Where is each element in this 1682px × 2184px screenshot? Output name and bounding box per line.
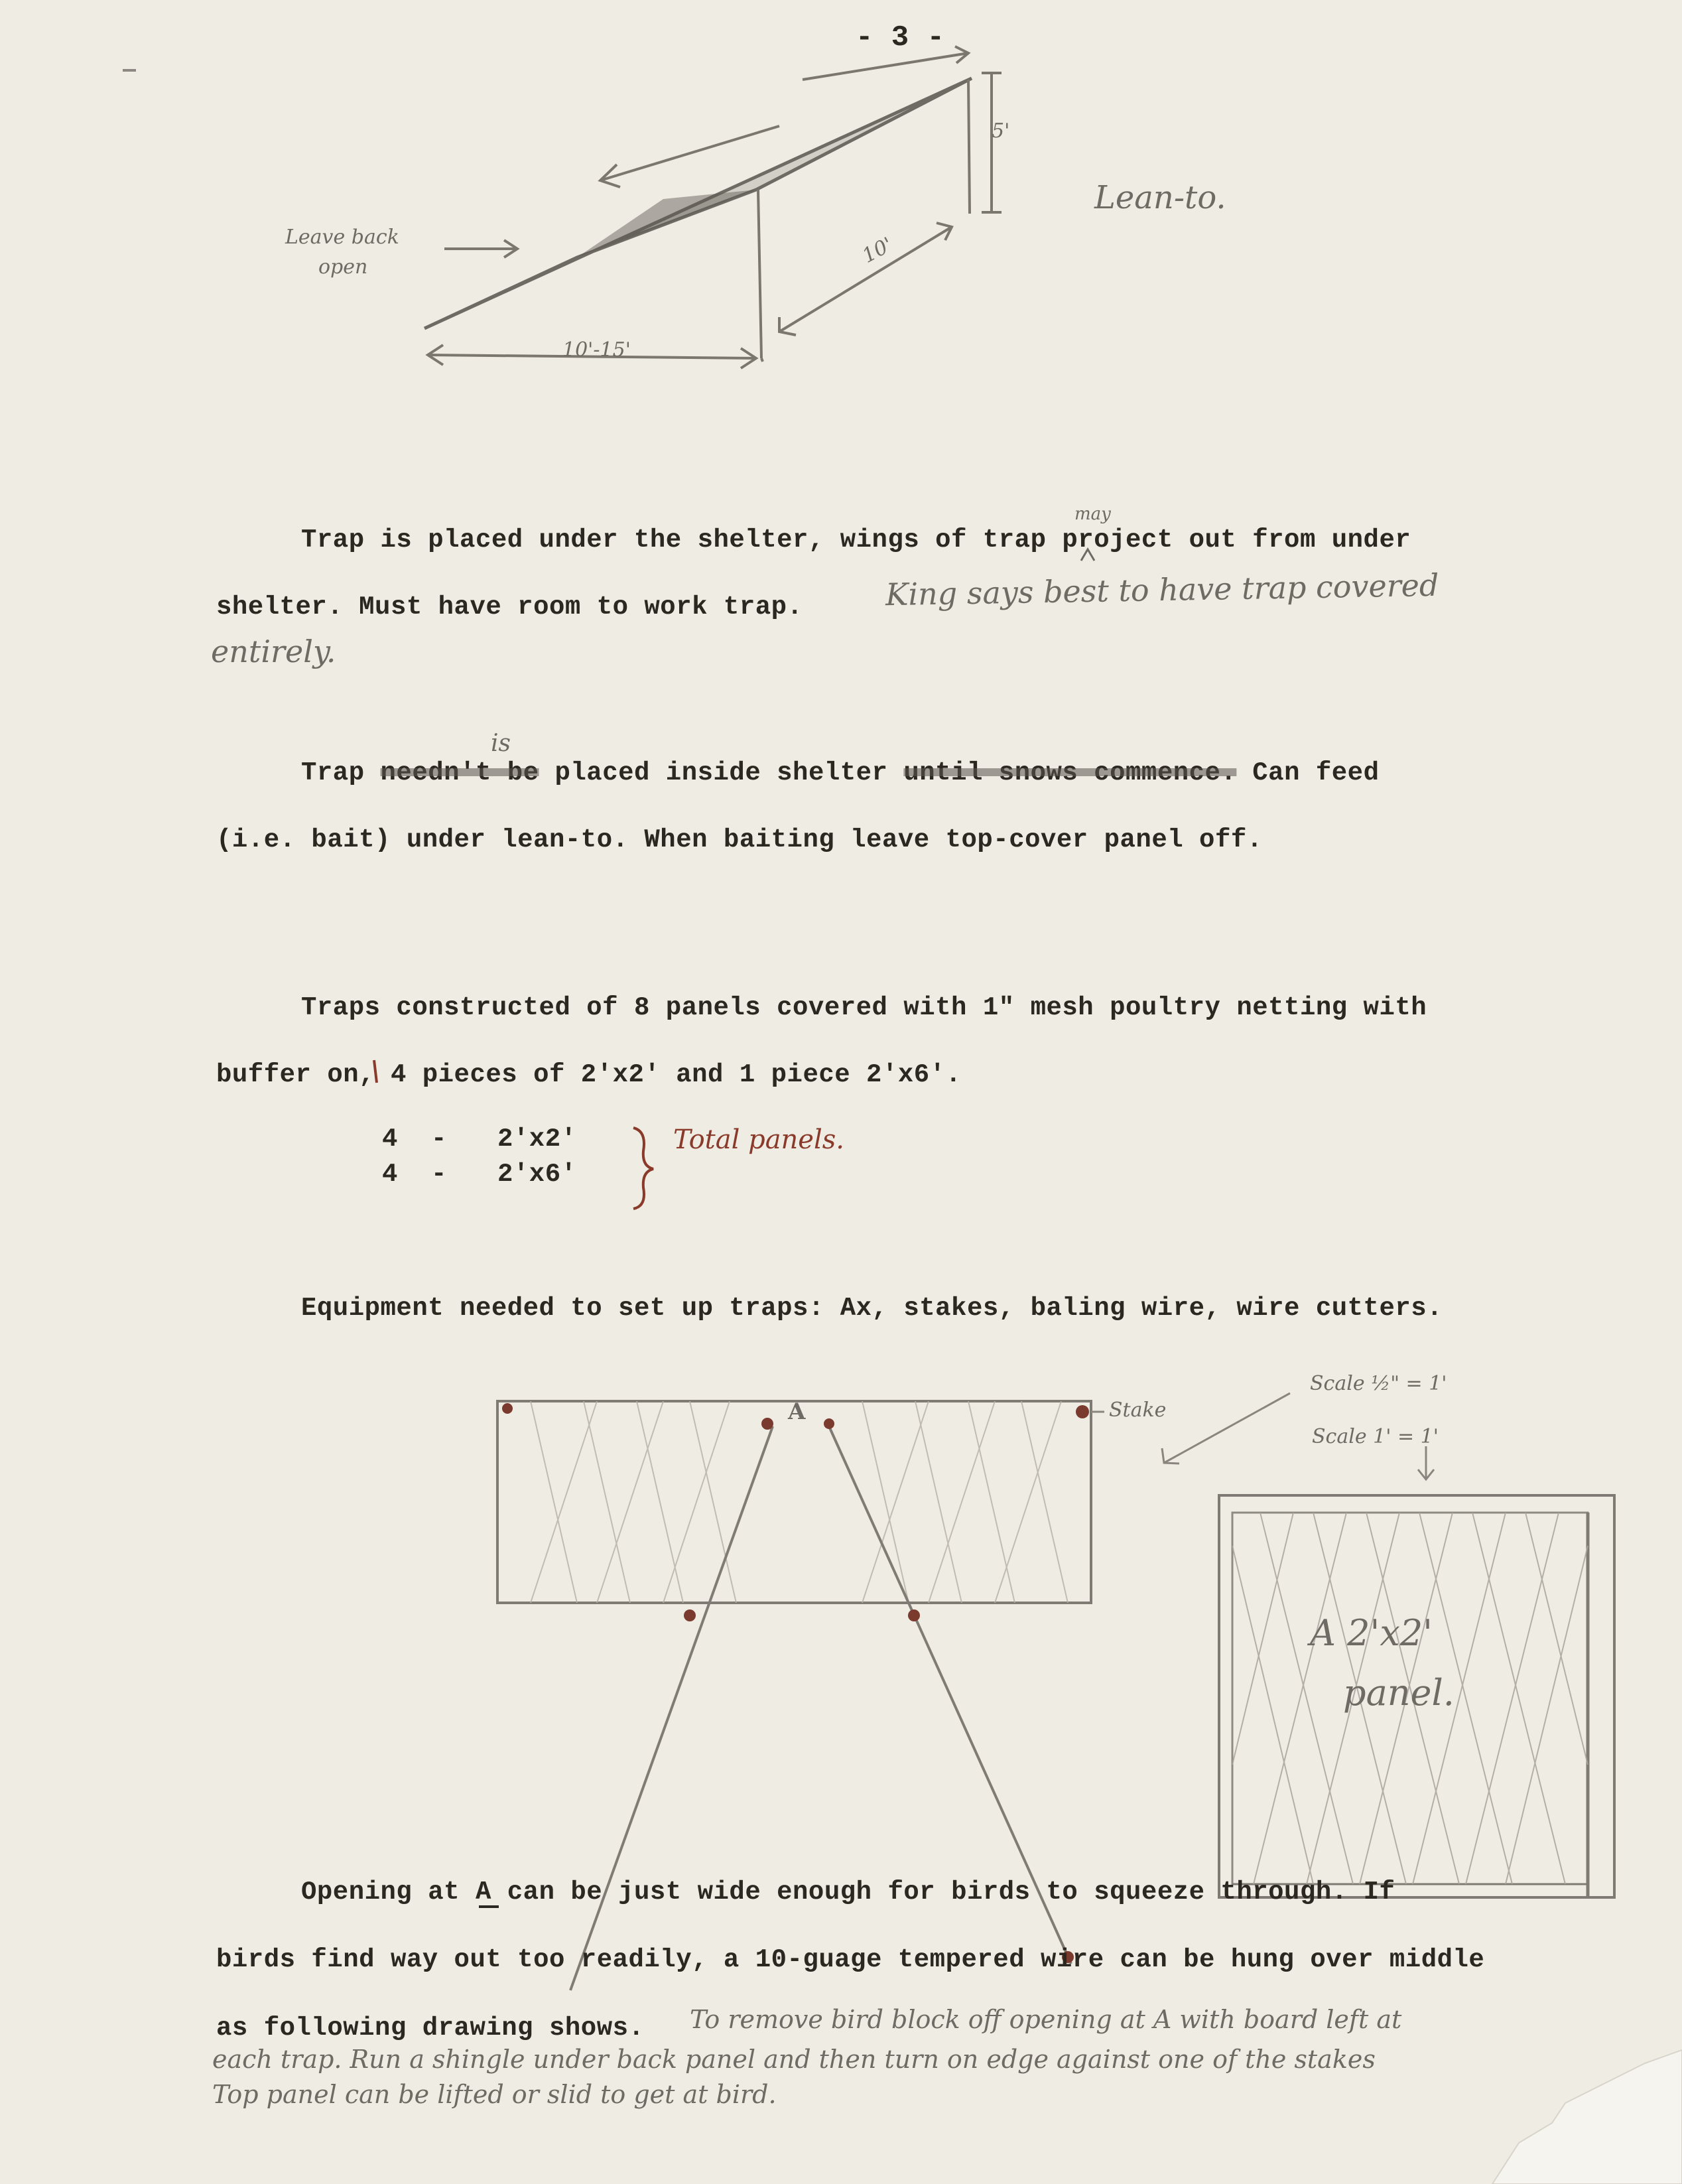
- leave-back-label: Leave back: [285, 226, 399, 249]
- panel-list-dash-1: -: [431, 1125, 447, 1154]
- panel-list-dash-2: -: [431, 1160, 447, 1189]
- panel-list-qty-1: 4: [382, 1125, 398, 1154]
- lean-to-title: Lean-to.: [1094, 179, 1226, 216]
- para5-note-2: each trap. Run a shingle under back panel and then turn on edge against one of the stakes: [212, 2045, 1376, 2074]
- panel-word-label: panel.: [1343, 1672, 1455, 1714]
- para1-line1: Trap is placed under the shelter, wings of trap project out from under: [301, 525, 1411, 555]
- para5-line2: birds find way out too readily, a 10-guage tempered wire can be hung over middle: [216, 1945, 1485, 1974]
- insert-may: may: [1074, 504, 1111, 524]
- panel-list-size-1: 2'x2': [497, 1125, 577, 1154]
- dim-height: 5': [992, 119, 1010, 143]
- para5-line3: as following drawing shows.: [216, 2013, 645, 2043]
- para1-note-cont: entirely.: [211, 634, 336, 669]
- panel-list-size-2: 2'x6': [497, 1160, 577, 1189]
- stake-label: Stake: [1109, 1399, 1167, 1422]
- para5-note-1: To remove bird block off opening at A with board left at: [690, 2005, 1402, 2034]
- para1-note: King says best to have trap covered: [885, 567, 1439, 613]
- para3-line1: Traps constructed of 8 panels covered with 1" mesh poultry netting with: [301, 993, 1427, 1022]
- opening-a-label: A: [788, 1399, 806, 1425]
- para2-line2: (i.e. bait) under lean-to. When baiting leave top-cover panel off.: [216, 825, 1263, 854]
- para4-line1: Equipment needed to set up traps: Ax, stakes, baling wire, wire cutters.: [301, 1294, 1443, 1323]
- para3-line2: buffer on, 4 pieces of 2'x2' and 1 piece 2'x6'.: [216, 1060, 962, 1089]
- scale-half-label: Scale ½" = 1': [1310, 1372, 1447, 1395]
- dim-depth: 10': [858, 233, 897, 268]
- page-number: - 3 -: [856, 21, 945, 54]
- para5-note-3: Top panel can be lifted or slid to get at bird.: [212, 2080, 777, 2109]
- panel-size-label: A 2'x2': [1310, 1612, 1433, 1654]
- insert-is: is: [491, 730, 511, 757]
- para2-line1: Trap needn't be placed inside shelter until snows commence. Can feed: [301, 758, 1380, 787]
- panel-list-qty-2: 4: [382, 1160, 398, 1189]
- total-panels-note: Total panels.: [673, 1125, 845, 1155]
- para1-line2: shelter. Must have room to work trap.: [216, 592, 803, 622]
- open-label: open: [318, 255, 368, 279]
- para5-line1: Opening at A can be just wide enough for birds to squeeze through. If: [301, 1877, 1395, 1907]
- scale-full-label: Scale 1' = 1': [1312, 1425, 1439, 1448]
- dim-width: 10'-15': [562, 338, 631, 362]
